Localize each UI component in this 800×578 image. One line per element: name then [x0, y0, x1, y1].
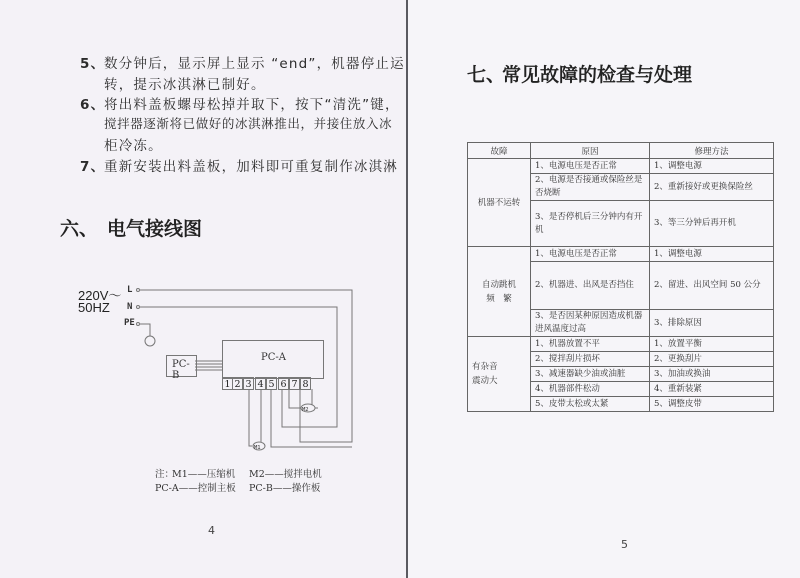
- fix-cell: 2、重新接好或更换保险丝: [650, 174, 774, 201]
- fix-cell: 3、排除原因: [650, 310, 774, 337]
- terminal-6: 6: [278, 377, 289, 390]
- header-fix: 修理方法: [650, 143, 774, 159]
- instruction-text: 将出料盖板螺母松掉并取下，按下“清洗”键，: [104, 97, 400, 113]
- fix-cell: 1、放置平衡: [650, 337, 774, 352]
- pcb-board: [166, 355, 197, 381]
- cause-cell: 1、机器放置不平: [531, 337, 650, 352]
- fault-line-2: 频 繁: [486, 293, 512, 304]
- pcb-label: PC-B: [172, 359, 190, 381]
- instruction-5-cont: 转，提示冰淇淋已制好。: [104, 77, 266, 93]
- note-prefix: 注：: [155, 469, 175, 480]
- table-row: [468, 247, 774, 262]
- instruction-number: 7、: [80, 159, 106, 175]
- cause-cell: 4、机器部件松动: [531, 382, 650, 397]
- instruction-number: 5、: [80, 56, 106, 72]
- cause-cell: 3、减速器缺少油或油脏: [531, 367, 650, 382]
- header-fault: 故障: [468, 143, 531, 159]
- fix-cell: 1、调整电源: [650, 159, 774, 174]
- terminal-2: 2: [232, 377, 243, 390]
- section-title-7: 常见故障的检查与处理: [502, 64, 693, 86]
- pca-label: PC-A: [261, 352, 286, 363]
- table-row: [468, 159, 774, 174]
- fault-cell: [468, 247, 531, 337]
- terminal-7: 7: [289, 377, 300, 390]
- note-m2: M2——搅拌电机: [249, 469, 322, 480]
- pca-board: [222, 340, 324, 379]
- terminal-5: 5: [266, 377, 277, 390]
- terminal-4: 4: [255, 377, 266, 390]
- section-number-7: 七、: [467, 64, 506, 86]
- note-pca: PC-A——控制主板: [155, 483, 236, 494]
- cause-cell: 1、电源电压是否正常: [531, 247, 650, 262]
- note-pcb: PC-B——操作板: [249, 483, 321, 494]
- note-m1: M1——压缩机: [172, 469, 236, 480]
- cause-cell: 2、机器进、出风是否挡住: [531, 262, 650, 310]
- motor2-label: M2: [302, 407, 309, 413]
- fix-cell: 3、等三分钟后再开机: [650, 201, 774, 247]
- page-number-left: 4: [208, 524, 215, 537]
- section-number: 六、: [60, 218, 99, 240]
- fix-cell: 4、重新装紧: [650, 382, 774, 397]
- table-row: [468, 337, 774, 352]
- fix-cell: 2、留进、出风空间 50 公分: [650, 262, 774, 310]
- terminal-8: 8: [300, 377, 311, 390]
- fault-line-1: 有杂音: [472, 362, 498, 372]
- table-header-row: [468, 143, 774, 159]
- fault-line-2: 震动大: [472, 376, 498, 386]
- terminal-1: 1: [222, 377, 233, 390]
- fix-cell: 1、调整电源: [650, 247, 774, 262]
- fault-cell: 机器不运转: [468, 159, 531, 247]
- line-label-n: N: [127, 302, 133, 312]
- fix-cell: 3、加油或换油: [650, 367, 774, 382]
- section-title: 电气接线图: [107, 218, 203, 240]
- instruction-number: 6、: [80, 97, 106, 113]
- frequency-label: 50HZ: [78, 300, 110, 315]
- instruction-6-cont-2: 柜冷冻。: [104, 138, 163, 154]
- instruction-text: 重新安装出料盖板，加料即可重复制作冰淇淋: [104, 159, 398, 175]
- instruction-6-cont-1: 搅拌器逐渐将已做好的冰淇淋推出，并接住放入冰: [104, 116, 393, 131]
- cause-cell: 5、皮带太松或太紧: [531, 397, 650, 412]
- header-cause: 原因: [531, 143, 650, 159]
- fix-cell: 5、调整皮带: [650, 397, 774, 412]
- cause-cell: 2、搅拌刮片损坏: [531, 352, 650, 367]
- instruction-text: 数分钟后，显示屏上显示 “end”，机器停止运: [104, 56, 405, 72]
- line-label-l: L: [127, 285, 133, 295]
- cause-cell: 3、是否停机后三分钟内有开机: [531, 201, 650, 247]
- cause-cell: 1、电源电压是否正常: [531, 159, 650, 174]
- motor1-label: M1: [254, 445, 261, 451]
- terminal-3: 3: [243, 377, 254, 390]
- voltage-label: 220V～: [78, 288, 122, 303]
- fault-table: [467, 142, 774, 412]
- line-label-pe: PE: [124, 318, 135, 328]
- page-number-right: 5: [621, 538, 628, 551]
- fault-line-1: 自动跳机: [481, 279, 516, 290]
- fix-cell: 2、更换刮片: [650, 352, 774, 367]
- cause-cell: 3、是否因某种原因造成机器进风温度过高: [531, 310, 650, 337]
- cause-cell: 2、电源是否接通或保险丝是否烧断: [531, 174, 650, 201]
- fault-cell: [468, 337, 531, 412]
